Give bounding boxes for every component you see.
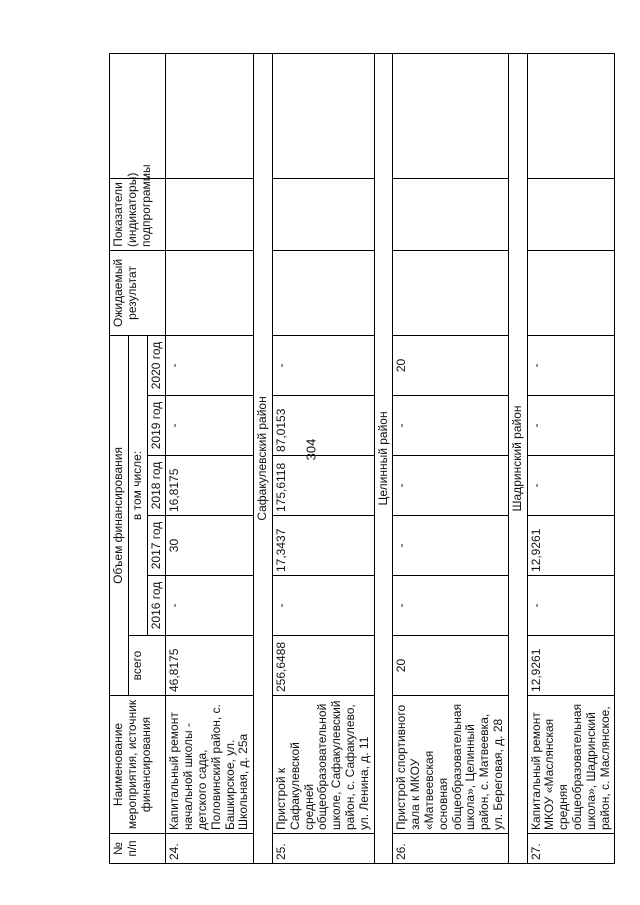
row-total: 256,6488 [272, 636, 374, 696]
header-indicators: Показатели (индикаторы) подпрограммы [110, 178, 166, 250]
row-indicators [527, 178, 615, 250]
header-total: всего [128, 636, 166, 696]
row-2017: 30 [166, 516, 254, 576]
row-name: Капитальный ремонт начальной школы - детского сада, Половинский район, с. Башкирское, ул. Школьная, д. 25а [166, 696, 254, 834]
row-2019: 87,0153 [272, 396, 374, 456]
row-indicators [166, 178, 254, 250]
header-empty [110, 53, 166, 178]
header-2020: 2020 год [147, 335, 166, 395]
row-2020: - [527, 335, 615, 395]
row-2016: - [393, 576, 508, 636]
row-expected [166, 250, 254, 335]
header-2016: 2016 год [147, 576, 166, 636]
row-2017: 12,9261 [527, 516, 615, 576]
row-2018: 16,8175 [166, 456, 254, 516]
row-expected [272, 250, 374, 335]
row-2018: - [527, 456, 615, 516]
row-empty [272, 53, 374, 178]
header-2017: 2017 год [147, 516, 166, 576]
row-name: Пристрой к Сафакулевской средней общеобразовательной школе, Сафакулевский район, с. Сафакулево, ул. Ленина, д. 11 [272, 696, 374, 834]
row-empty [166, 53, 254, 178]
row-2016: - [527, 576, 615, 636]
header-name: Наименование мероприятия, источник финансирования [110, 696, 166, 834]
row-name: Капитальный ремонт МКОУ «Маслянская средняя общеобразовательная школа», Шадринский район, с. Маслянское, [527, 696, 615, 834]
row-empty [393, 53, 508, 178]
rotated-table-container [109, 94, 640, 864]
row-2019: - [166, 396, 254, 456]
row-expected [527, 250, 615, 335]
header-volume: Объем финансирования [110, 335, 129, 695]
table-row [272, 53, 374, 863]
row-2020: - [272, 335, 374, 395]
header-num: № п/п [110, 834, 166, 864]
row-indicators [272, 178, 374, 250]
row-num: 27. [527, 834, 615, 864]
region-label: Сафакулевский район [254, 53, 273, 863]
row-empty [527, 53, 615, 178]
row-total: 20 [393, 636, 508, 696]
header-incl: в том числе: [128, 335, 147, 635]
row-2018: 175,6118 [272, 456, 374, 516]
row-2018: - [393, 456, 508, 516]
region-row [374, 53, 393, 863]
row-name: Пристрой спортивного зала к МКОУ «Матвеевская основная общеобразовательная школа», Целинный район, с. Матвеевка, ул. Береговая, д. 28 [393, 696, 508, 834]
financing-table [109, 53, 615, 864]
table-row [527, 53, 615, 863]
row-2019: - [527, 396, 615, 456]
header-2018: 2018 год [147, 456, 166, 516]
row-2019: - [393, 396, 508, 456]
row-2016: - [166, 576, 254, 636]
page-number: 304 [303, 438, 319, 461]
row-2017: 17,3437 [272, 516, 374, 576]
row-num: 24. [166, 834, 254, 864]
row-total: 12,9261 [527, 636, 615, 696]
table-row [166, 53, 254, 863]
region-row [508, 53, 527, 863]
table-row [393, 53, 508, 863]
row-num: 25. [272, 834, 374, 864]
row-2020: - [166, 335, 254, 395]
row-expected [393, 250, 508, 335]
row-num: 26. [393, 834, 508, 864]
header-2019: 2019 год [147, 396, 166, 456]
header-expected: Ожидаемый результат [110, 250, 166, 335]
region-label: Шадринский район [508, 53, 527, 863]
row-total: 46,8175 [166, 636, 254, 696]
row-2017: - [393, 516, 508, 576]
region-label: Целинный район [374, 53, 393, 863]
row-2020: 20 [393, 335, 508, 395]
row-2016: - [272, 576, 374, 636]
region-row [254, 53, 273, 863]
header-row-1 [110, 53, 129, 863]
row-indicators [393, 178, 508, 250]
